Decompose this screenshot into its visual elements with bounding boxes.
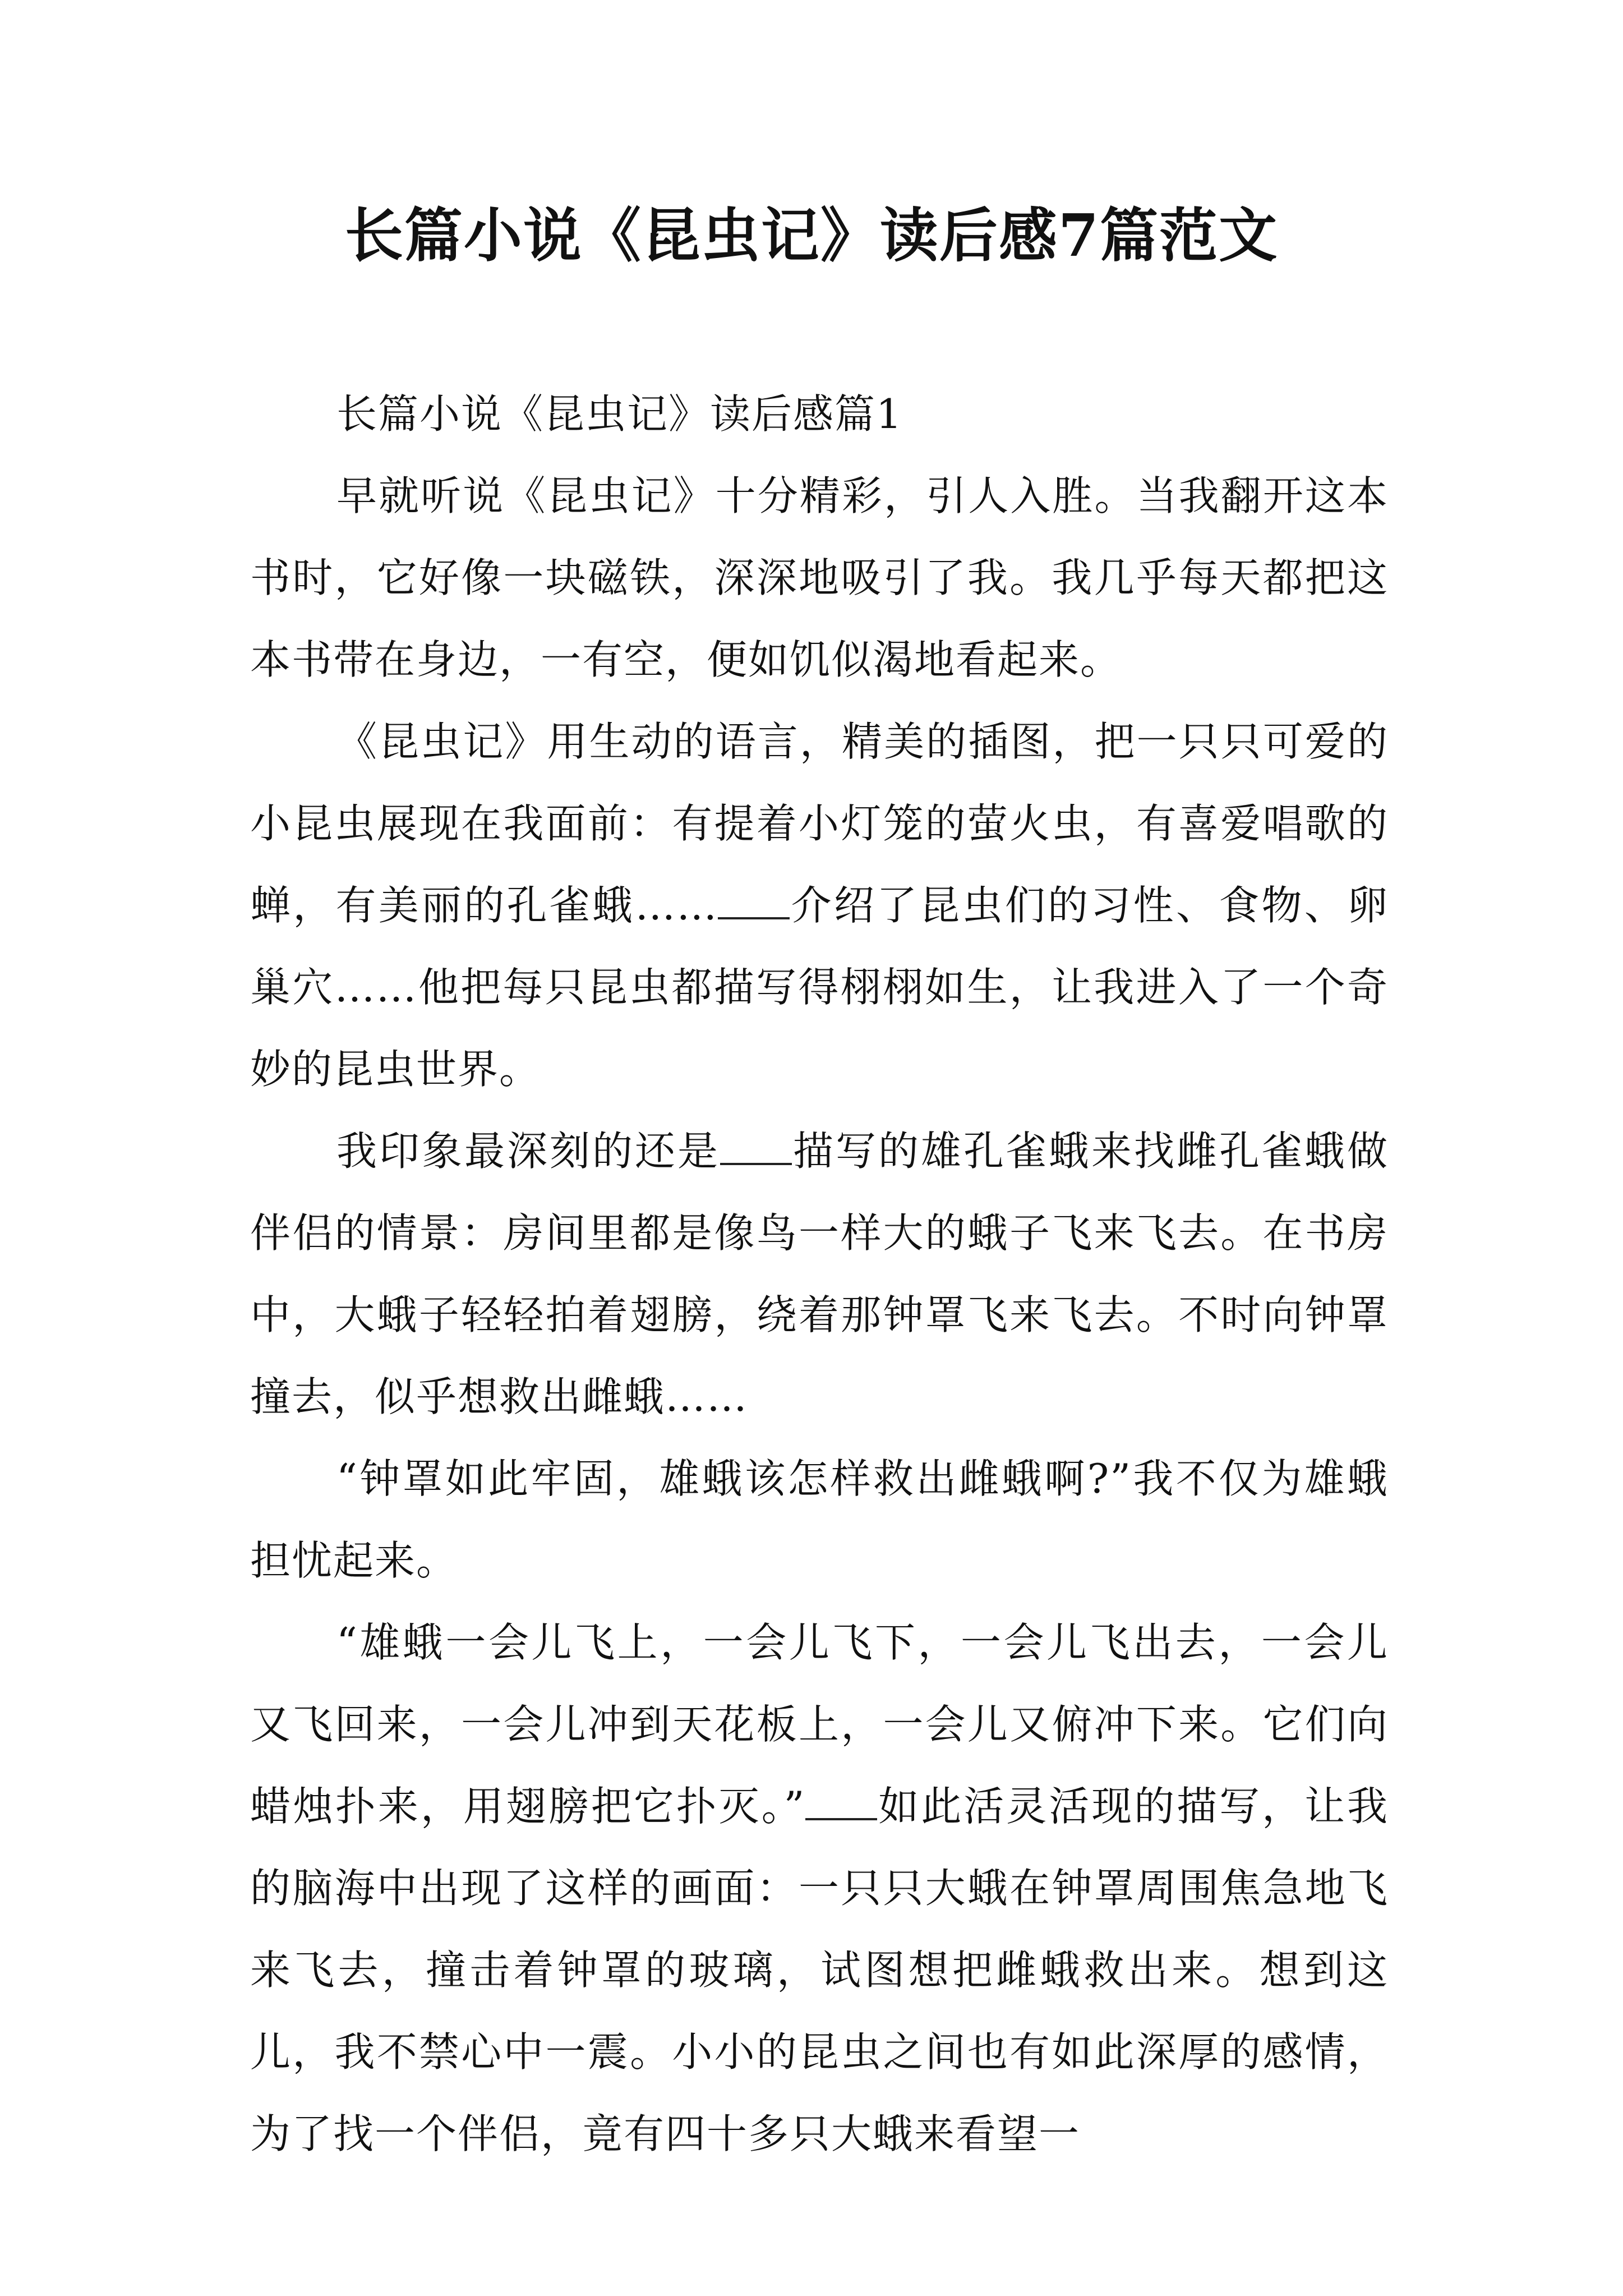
document-body	[250, 373, 1389, 2175]
fill-in-blank	[720, 1130, 792, 1165]
paragraph-text: 如此活灵活现的描写，让我的脑海中出现了这样的画面：一只只大蛾在钟罩周围焦急地飞来飞去，撞击着钟罩的玻璃，试图想把雌蛾救出来。想到这儿，我不禁心中一震。小小的昆虫之间也有如此深厚的感情，为了找一个伴侣，竟有四十多只大蛾来看望一	[250, 1783, 1389, 2157]
fill-in-blank	[718, 885, 790, 919]
paragraph-text: 介绍了昆虫们的习性、食物、卵巢穴……他把每只昆虫都描写得栩栩如生，让我进入了一个奇妙的昆虫世界。	[250, 882, 1389, 1093]
section-heading: 长篇小说《昆虫记》读后感篇1	[336, 390, 903, 438]
paragraph-2	[250, 701, 1389, 1110]
fill-in-blank	[805, 1786, 877, 1820]
paragraph-3	[250, 1110, 1389, 1438]
paragraph-1	[250, 455, 1389, 701]
paragraph-5	[250, 1602, 1389, 2175]
paragraph-text: 我印象最深刻的还是	[336, 1128, 720, 1175]
paragraph-4	[250, 1438, 1389, 1602]
paragraph-text: “雄蛾一会儿飞上，一会儿飞下，一会儿飞出去，一会儿又飞回来，一会儿冲到天花板上，一会儿又俯冲下来。它们向蜡烛扑来，用翅膀把它扑灭。”	[250, 1619, 1389, 1830]
paragraph-text: 早就听说《昆虫记》十分精彩，引人入胜。当我翻开这本书时，它好像一块磁铁，深深地吸引了我。我几乎每天都把这本书带在身边，一有空，便如饥似渴地看起来。	[250, 472, 1389, 683]
paragraph-text: 描写的雄孔雀蛾来找雌孔雀蛾做伴侣的情景：房间里都是像鸟一样大的蛾子飞来飞去。在书房中，大蛾子轻轻拍着翅膀，绕着那钟罩飞来飞去。不时向钟罩撞去，似乎想救出雌蛾……	[250, 1128, 1389, 1420]
document-title: 长篇小说《昆虫记》读后感7篇范文	[344, 201, 1279, 270]
paragraph-text: 《昆虫记》用生动的语言，精美的插图，把一只只可爱的小昆虫展现在我面前：有提着小灯笼的萤火虫，有喜爱唱歌的蝉，有美丽的孔雀蛾……	[250, 718, 1389, 929]
paragraph-text: “钟罩如此牢固，雄蛾该怎样救出雌蛾啊?”我不仅为雄蛾担忧起来。	[250, 1455, 1389, 1584]
